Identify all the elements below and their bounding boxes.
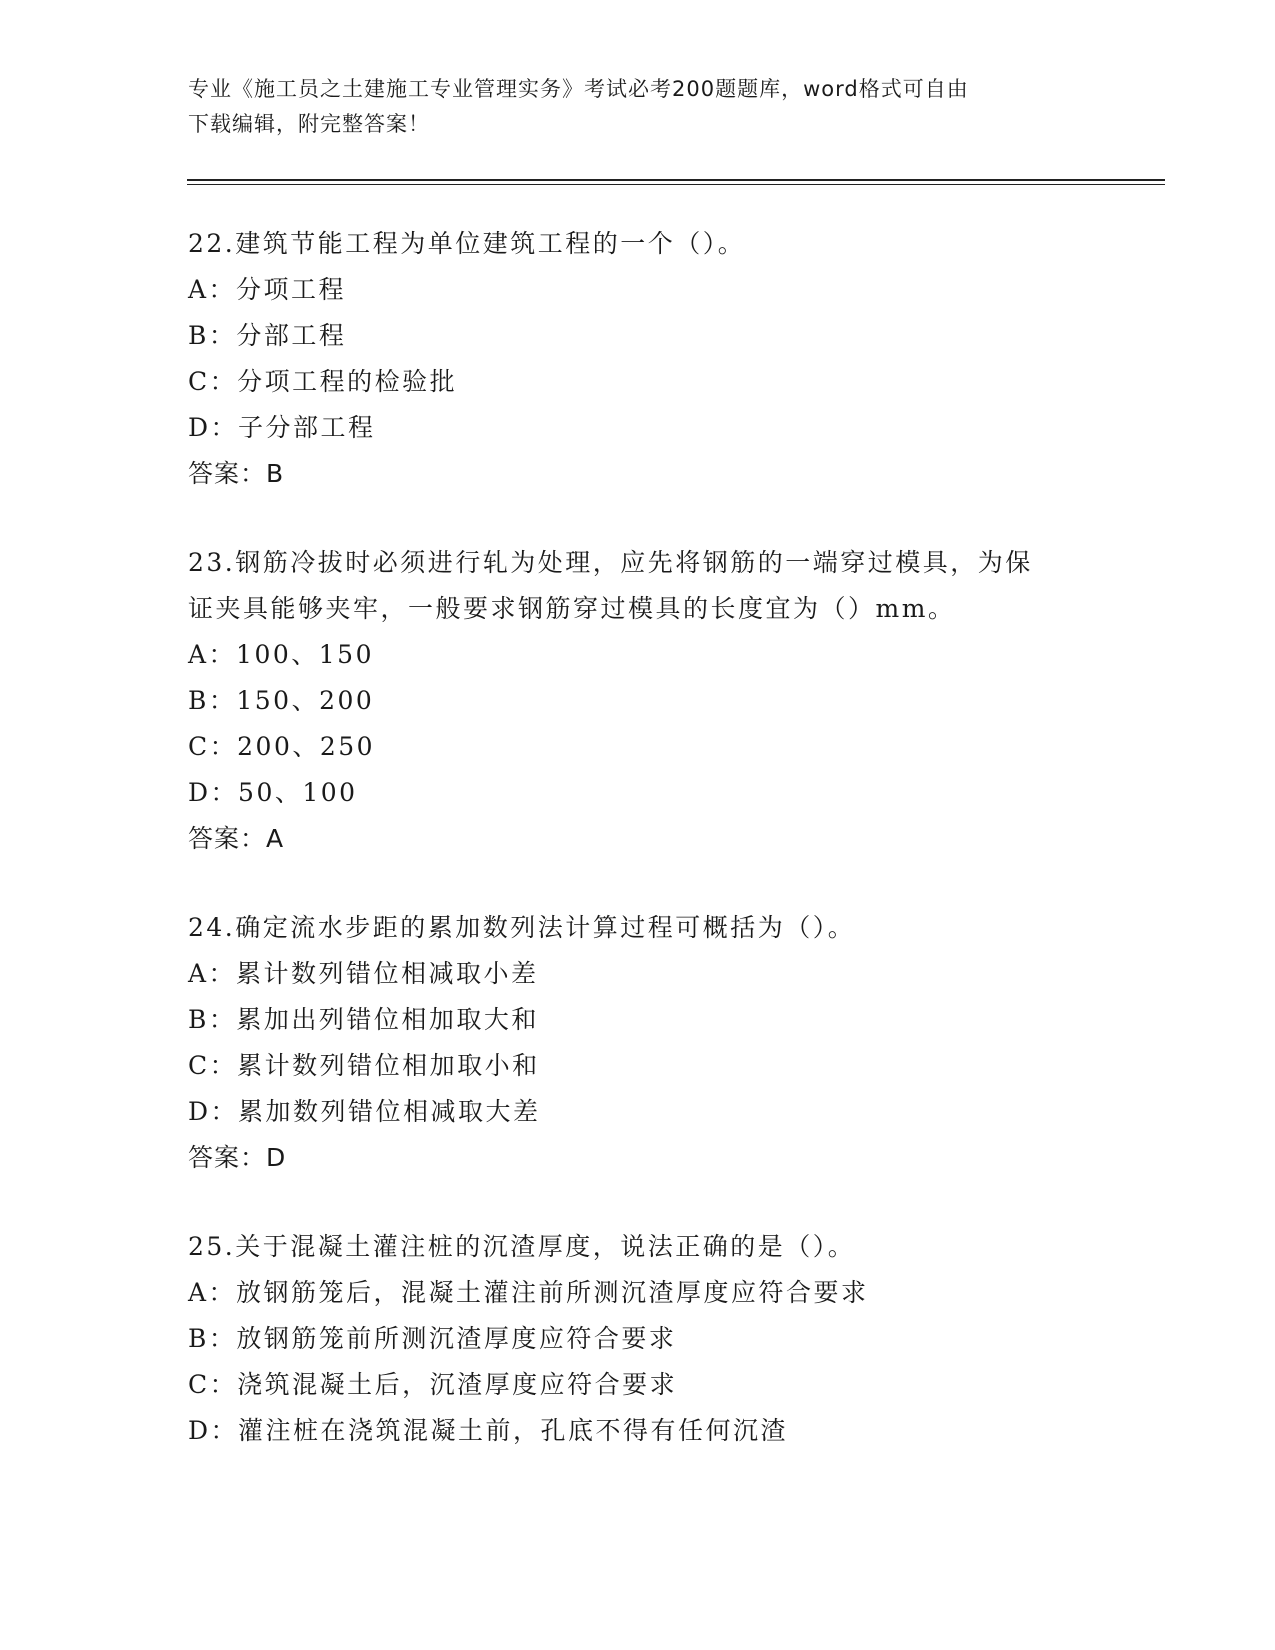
- option-a: A：分项工程: [188, 275, 347, 304]
- option-d: D：累加数列错位相减取大差: [188, 1097, 541, 1126]
- option-b: B：150、200: [188, 686, 375, 715]
- option-c: C：200、250: [188, 732, 376, 761]
- question-23: [188, 540, 1088, 862]
- header-divider-thin: [187, 184, 1165, 185]
- option-a: A：放钢筋笼后，混凝土灌注前所测沉渣厚度应符合要求: [188, 1278, 869, 1307]
- option-d: D：50、100: [188, 778, 358, 807]
- question-24: [188, 905, 1088, 1181]
- option-b: B：累加出列错位相加取大和: [188, 1005, 539, 1034]
- header-line-2: 下载编辑，附完整答案！: [188, 112, 430, 136]
- document-header: [188, 72, 1088, 142]
- option-c: C：分项工程的检验批: [188, 367, 458, 396]
- answer: 答案：B: [188, 459, 285, 488]
- option-c: C：累计数列错位相加取小和: [188, 1051, 540, 1080]
- answer: 答案：D: [188, 1143, 287, 1172]
- header-line-1: 专业《施工员之土建施工专业管理实务》考试必考200题题库，word格式可自由: [188, 77, 969, 101]
- option-d: D：灌注桩在浇筑混凝土前，孔底不得有任何沉渣: [188, 1416, 789, 1445]
- option-a: A：100、150: [188, 640, 374, 669]
- option-c: C：浇筑混凝土后，沉渣厚度应符合要求: [188, 1370, 678, 1399]
- option-d: D：子分部工程: [188, 413, 376, 442]
- option-a: A：累计数列错位相减取小差: [188, 959, 539, 988]
- question-stem: 22.建筑节能工程为单位建筑工程的一个（）。: [188, 229, 746, 258]
- question-25: [188, 1224, 1088, 1454]
- question-22: [188, 221, 1088, 497]
- question-stem: 24.确定流水步距的累加数列法计算过程可概括为（）。: [188, 913, 856, 942]
- option-b: B：分部工程: [188, 321, 347, 350]
- question-stem-line-1: 23.钢筋冷拔时必须进行轧为处理，应先将钢筋的一端穿过模具，为保: [188, 548, 1033, 577]
- question-stem-line-2: 证夹具能够夹牢，一般要求钢筋穿过模具的长度宜为（）mm。: [188, 594, 956, 623]
- answer: 答案：A: [188, 824, 285, 853]
- question-stem: 25.关于混凝土灌注桩的沉渣厚度，说法正确的是（）。: [188, 1232, 856, 1261]
- option-b: B：放钢筋笼前所测沉渣厚度应符合要求: [188, 1324, 677, 1353]
- header-divider-thick: [187, 179, 1165, 181]
